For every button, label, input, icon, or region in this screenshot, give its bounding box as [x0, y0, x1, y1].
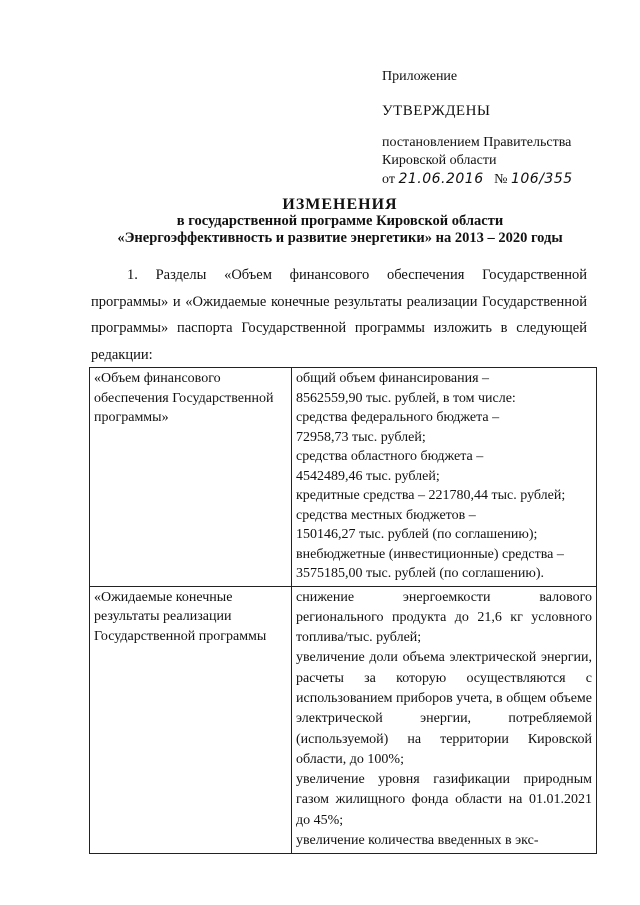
row1-line: кредитные средства – 221780,44 тыс. рублей;: [296, 488, 566, 503]
title-line-2: в государственной программе Кировской области: [176, 213, 504, 229]
table-row: [90, 586, 597, 854]
row2-item: увеличение доли объема электрической энергии, расчеты за которую осуществляются с использованием приборов учета, в общем объеме электрической энергии, потребляемой (используемой) на территории Кировской области, до 100%;: [296, 650, 592, 767]
row1-line: средства федерального бюджета –: [296, 410, 500, 425]
appendix-label: Приложение: [382, 69, 458, 84]
approval-line-1: постановлением Правительства: [382, 135, 572, 150]
row1-line: 8562559,90 тыс. рублей, в том числе:: [296, 390, 516, 406]
title-main: ИЗМЕНЕНИЯ: [282, 196, 398, 213]
row1-line: 150146,27 тыс. рублей (по соглашению);: [296, 527, 538, 542]
approved-heading: УТВЕРЖДЕНЫ: [382, 103, 491, 119]
number-prefix: №: [494, 172, 508, 187]
handwritten-number: 106/355: [510, 171, 573, 187]
row1-line: 3575185,00 тыс. рублей (по соглашению).: [296, 566, 545, 581]
row1-line: 4542489,46 тыс. рублей;: [296, 468, 440, 484]
passport-table: [89, 367, 597, 854]
table-row: [90, 368, 597, 587]
document-title: [90, 196, 590, 247]
row2-item: увеличение уровня газификации природным газом жилищного фонда области на 01.01.2021 до 45%;: [296, 772, 592, 828]
row1-label: «Объем финансового обеспечения Государственной программы»: [90, 368, 292, 587]
approval-line-2: Кировской области: [382, 153, 497, 168]
intro-paragraph: 1. Разделы «Объем финансового обеспечения Государственной программы» и «Ожидаемые конечные результаты реализации Государственной программы» паспорта Государственной программы изложить в следующей редакции:: [91, 267, 587, 363]
date-prefix: от: [382, 172, 395, 187]
row2-item: снижение энергоемкости валового регионального продукта до 21,6 кг условного топлива/тыс. рублей;: [296, 589, 592, 646]
handwritten-date: 21.06.2016: [398, 171, 484, 187]
row2-label: «Ожидаемые конечные результаты реализации Государственной программы: [90, 586, 292, 854]
approval-date-line: [382, 170, 573, 189]
row1-line: средства областного бюджета –: [296, 449, 484, 464]
row2-item: увеличение количества введенных в экс-: [296, 833, 539, 849]
row1-line: 72958,73 тыс. рублей;: [296, 429, 426, 445]
approval-block: [382, 68, 573, 189]
row1-value: [292, 368, 597, 587]
title-line-3: «Энергоэффективность и развитие энергетики» на 2013 – 2020 годы: [117, 230, 563, 246]
row2-value: [292, 586, 597, 854]
row1-line: средства местных бюджетов –: [296, 507, 476, 523]
row1-line: общий объем финансирования –: [296, 371, 490, 386]
row1-line: внебюджетные (инвестиционные) средства –: [296, 546, 564, 562]
